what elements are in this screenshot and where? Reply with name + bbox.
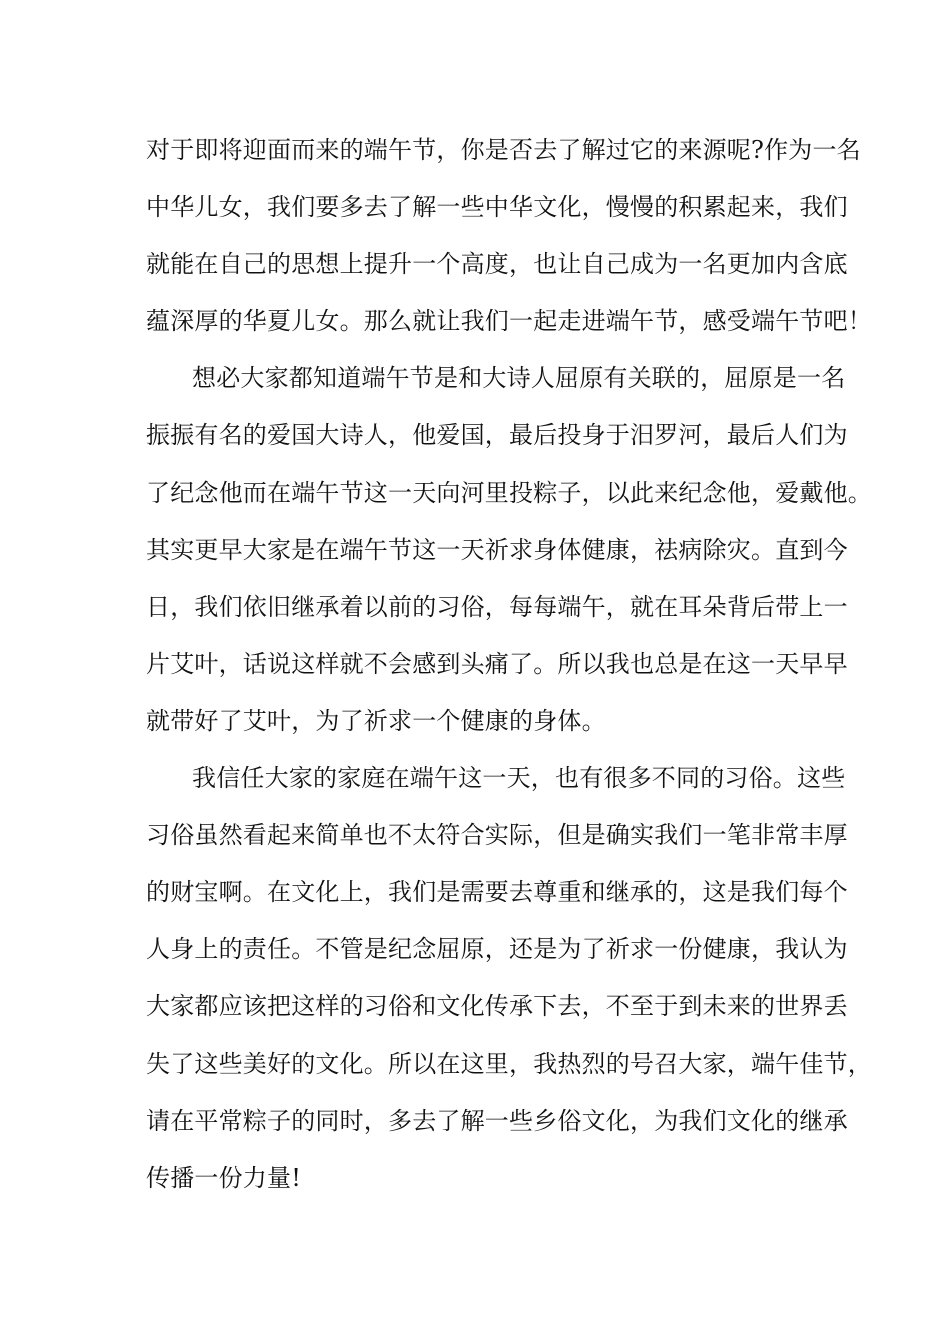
paragraph-3-line-6: 失了这些美好的文化。所以在这里，我热烈的号召大家，端午佳节， bbox=[146, 1049, 872, 1078]
paragraph-3-line-8: 传播一份力量! bbox=[146, 1163, 302, 1192]
paragraph-2-line-4: 其实更早大家是在端午节这一天祈求身体健康，祛病除灾。直到今 bbox=[146, 535, 848, 564]
paragraph-3-line-3: 的财宝啊。在文化上，我们是需要去尊重和继承的，这是我们每个 bbox=[146, 878, 848, 907]
paragraph-2-line-6: 片艾叶，话说这样就不会感到头痛了。所以我也总是在这一天早早 bbox=[146, 649, 848, 678]
paragraph-1-line-3: 就能在自己的思想上提升一个高度，也让自己成为一名更加内含底 bbox=[146, 250, 848, 279]
paragraph-2-line-3: 了纪念他而在端午节这一天向河里投粽子，以此来纪念他，爱戴他。 bbox=[146, 478, 872, 507]
paragraph-2-line-7: 就带好了艾叶，为了祈求一个健康的身体。 bbox=[146, 706, 606, 735]
paragraph-2-line-1: 想必大家都知道端午节是和大诗人屈原有关联的，屈原是一名 bbox=[192, 364, 846, 393]
paragraph-3-line-1: 我信任大家的家庭在端午这一天，也有很多不同的习俗。这些 bbox=[192, 764, 846, 793]
paragraph-3-line-5: 大家都应该把这样的习俗和文化传承下去，不至于到未来的世界丢 bbox=[146, 992, 848, 1021]
paragraph-3-line-2: 习俗虽然看起来简单也不太符合实际，但是确实我们一笔非常丰厚 bbox=[146, 821, 848, 850]
paragraph-1-line-2: 中华儿女，我们要多去了解一些中华文化，慢慢的积累起来，我们 bbox=[146, 193, 848, 222]
document-body bbox=[146, 122, 872, 1207]
paragraph-3-line-7: 请在平常粽子的同时，多去了解一些乡俗文化，为我们文化的继承 bbox=[146, 1106, 848, 1135]
paragraph-1-line-4: 蕴深厚的华夏儿女。那么就让我们一起走进端午节，感受端午节吧！ bbox=[146, 307, 872, 336]
paragraph-2-line-2: 振振有名的爱国大诗人，他爱国，最后投身于汨罗河，最后人们为 bbox=[146, 421, 848, 450]
paragraph-3-line-4: 人身上的责任。不管是纪念屈原，还是为了祈求一份健康，我认为 bbox=[146, 935, 848, 964]
paragraph-1-line-1: 对于即将迎面而来的端午节，你是否去了解过它的来源呢?作为一名 bbox=[146, 136, 861, 164]
paragraph-2-line-5: 日，我们依旧继承着以前的习俗，每每端午，就在耳朵背后带上一 bbox=[146, 592, 848, 621]
